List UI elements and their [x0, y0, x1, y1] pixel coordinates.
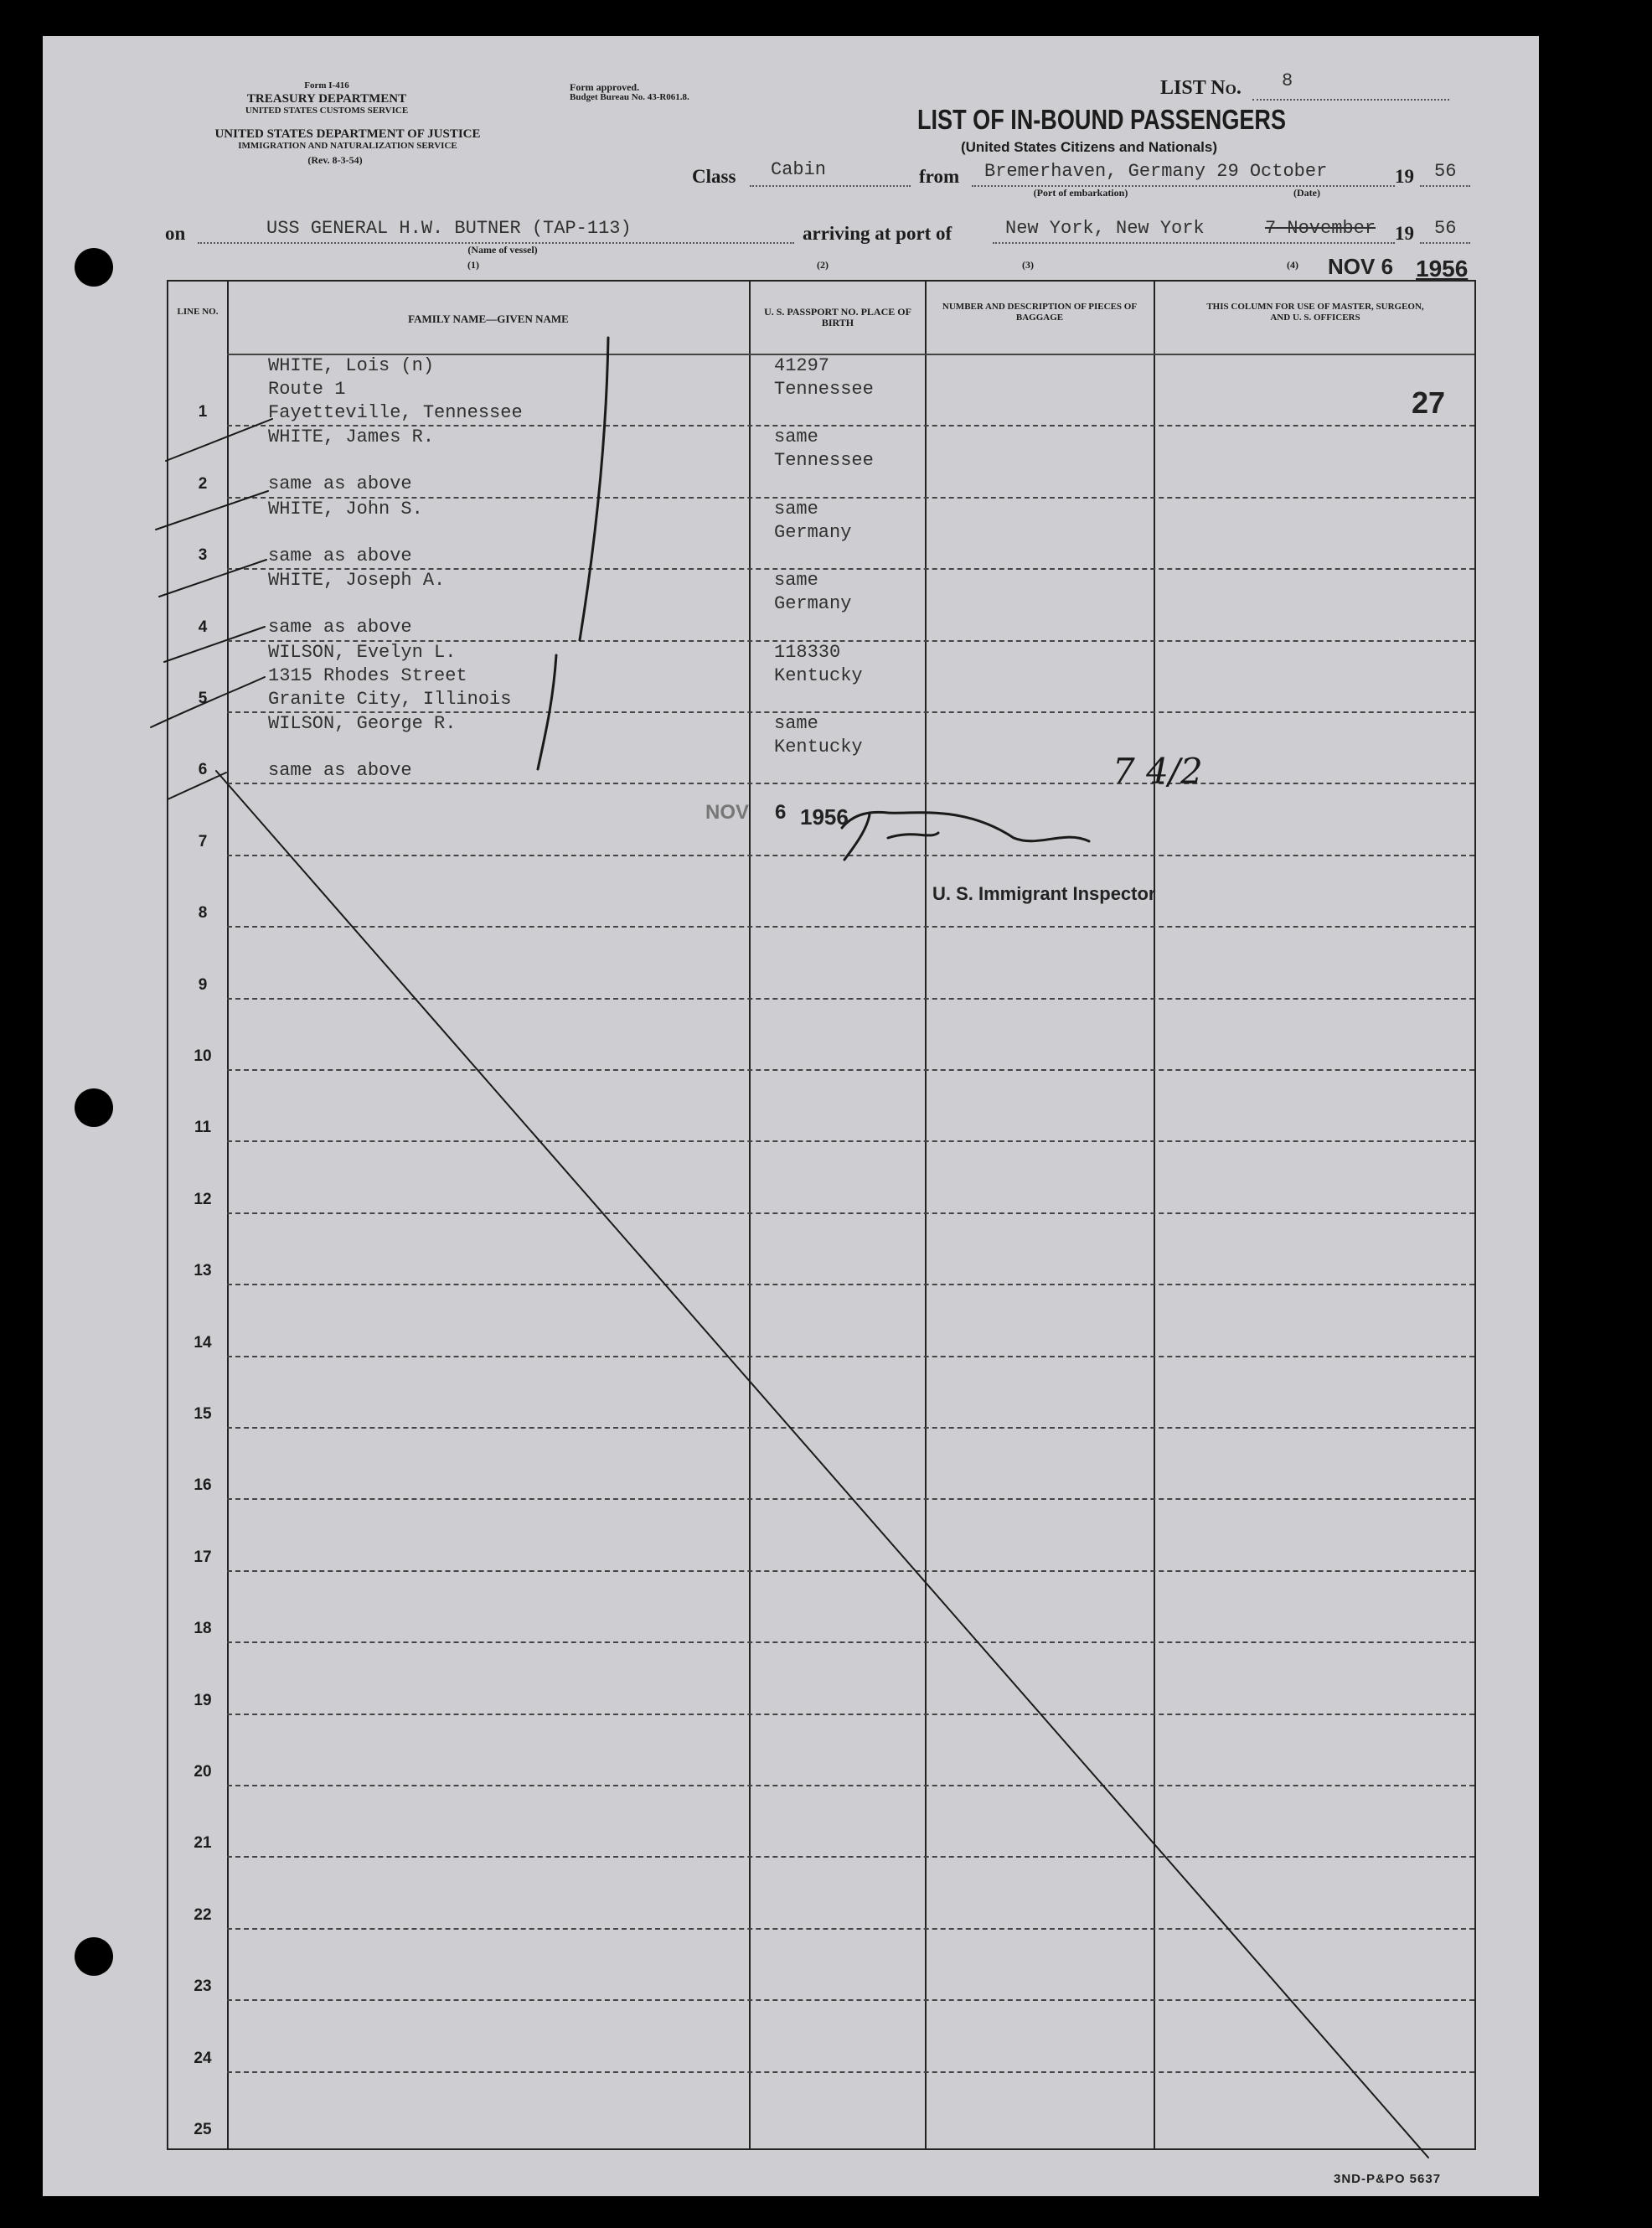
line-number: 19	[194, 1692, 212, 1709]
inspection-stamp-day: 6	[775, 801, 787, 824]
from-year: 56	[1434, 161, 1457, 182]
customs-service: UNITED STATES CUSTOMS SERVICE	[245, 106, 409, 116]
check-mark-2	[156, 491, 268, 530]
passport-number: same	[774, 426, 818, 447]
line-number: 21	[194, 1834, 212, 1852]
line-number: 12	[194, 1191, 212, 1208]
line-number: 3	[198, 546, 208, 564]
handwritten-fraction: 7 4/2	[1113, 751, 1203, 792]
port-embark-caption: (Port of embarkation)	[1033, 187, 1128, 199]
immigration-service: IMMIGRATION AND NATURALIZATION SERVICE	[238, 141, 457, 151]
arrival-port: New York, New York	[1005, 218, 1205, 239]
line-number: 8	[198, 904, 208, 922]
vessel-caption: (Name of vessel)	[467, 244, 538, 256]
class-label: Class	[692, 166, 736, 187]
line-number: 16	[194, 1476, 212, 1494]
passenger-name: WHITE, Lois (n)	[268, 355, 435, 376]
line-number: 11	[194, 1119, 212, 1136]
arriving-label: arriving at port of	[803, 223, 952, 244]
header-line-no: LINE NO.	[177, 307, 219, 317]
passport-number: same	[774, 713, 818, 734]
line-number: 4	[198, 618, 208, 636]
date-caption: (Date)	[1293, 187, 1320, 199]
caption-4: (4)	[1287, 259, 1298, 271]
form-title: LIST OF IN-BOUND PASSENGERS	[917, 104, 1287, 135]
line-number: 9	[198, 976, 208, 994]
port-of-embarkation: Bremerhaven, Germany 29 October	[984, 161, 1328, 182]
caption-2: (2)	[817, 259, 829, 271]
line-number: 17	[194, 1548, 212, 1566]
department-of-justice: UNITED STATES DEPARTMENT OF JUSTICE	[214, 127, 481, 141]
arrival-date: 7 November	[1265, 218, 1376, 239]
place-of-birth: Kentucky	[774, 737, 863, 757]
check-mark-5	[151, 677, 265, 727]
caption-1: (1)	[467, 259, 479, 271]
form-revision: (Rev. 8-3-54)	[307, 154, 363, 166]
line-number: 7	[198, 833, 208, 850]
line-number: 25	[194, 2121, 212, 2138]
passenger-address-2: same as above	[268, 545, 412, 566]
arrival-year-prefix: 19	[1395, 223, 1414, 244]
passport-number: 41297	[774, 355, 830, 376]
header-name: FAMILY NAME—GIVEN NAME	[408, 313, 569, 325]
passenger-address-2: same as above	[268, 473, 412, 494]
on-label: on	[165, 223, 186, 244]
line-number: 2	[198, 475, 208, 493]
check-mark-6	[168, 773, 226, 799]
passenger-address-1: Route 1	[268, 379, 346, 400]
form-number: Form I-416	[304, 80, 349, 90]
passenger-address-2: same as above	[268, 617, 412, 638]
line-number: 18	[194, 1620, 212, 1637]
check-mark-3	[159, 560, 266, 597]
place-of-birth: Germany	[774, 593, 852, 614]
line-number: 20	[194, 1763, 212, 1781]
line-number: 10	[194, 1047, 212, 1065]
budget-bureau: Budget Bureau No. 43-R061.8.	[570, 92, 689, 102]
place-of-birth: Tennessee	[774, 450, 874, 471]
passenger-address-2: same as above	[268, 760, 412, 781]
passenger-address-2: Fayetteville, Tennessee	[268, 402, 523, 423]
list-number-label: LIST No.	[1160, 77, 1242, 99]
passport-number: same	[774, 499, 818, 520]
inspector-title: U. S. Immigrant Inspector	[932, 883, 1156, 904]
line-number: 15	[194, 1405, 212, 1423]
line-number: 14	[194, 1334, 212, 1352]
passenger-address-2: Granite City, Illinois	[268, 689, 512, 710]
vessel-name: USS GENERAL H.W. BUTNER (TAP-113)	[266, 218, 632, 239]
line-number: 24	[194, 2050, 212, 2067]
list-number-value: 8	[1282, 70, 1293, 91]
passenger-name: WHITE, John S.	[268, 499, 423, 520]
form-approved: Form approved.	[570, 81, 640, 93]
line-number: 5	[198, 690, 208, 707]
place-of-birth: Germany	[774, 522, 852, 543]
inspection-stamp-month: NOV	[705, 801, 750, 824]
class-value: Cabin	[771, 159, 827, 180]
place-of-birth: Kentucky	[774, 665, 863, 686]
inspection-stamp-year: 1956	[800, 804, 849, 830]
line-number: 23	[194, 1977, 212, 1995]
place-of-birth: Tennessee	[774, 379, 874, 400]
passenger-address-1: 1315 Rhodes Street	[268, 665, 467, 686]
footer-code: 3ND-P&PO 5637	[1334, 2172, 1442, 2186]
line-number: 22	[194, 1906, 212, 1924]
header-date-stamp: NOV 6	[1328, 254, 1394, 279]
passenger-name: WHITE, James R.	[268, 426, 435, 447]
form-subtitle: (United States Citizens and Nationals)	[960, 139, 1218, 155]
passenger-name: WILSON, George R.	[268, 713, 457, 734]
check-mark-4	[164, 627, 265, 662]
arrival-year: 56	[1434, 218, 1457, 239]
caption-3: (3)	[1022, 259, 1034, 271]
bracket-mark-1	[580, 338, 608, 640]
header-officers: THIS COLUMN FOR USE OF MASTER, SURGEON, AND U. S. OFFICERS	[1206, 302, 1424, 323]
check-mark-1	[166, 419, 272, 461]
from-year-prefix: 19	[1395, 166, 1414, 187]
officer-note: 27	[1412, 385, 1446, 420]
treasury-department: TREASURY DEPARTMENT	[246, 92, 407, 106]
from-label: from	[919, 166, 960, 187]
header-baggage: NUMBER AND DESCRIPTION OF PIECES OF BAGGAGE	[942, 302, 1138, 323]
header-stamp-year: 1956	[1416, 256, 1469, 282]
header-passport: U. S. PASSPORT NO. PLACE OF BIRTH	[764, 306, 911, 328]
passenger-name: WILSON, Evelyn L.	[268, 642, 457, 663]
line-number: 6	[198, 761, 208, 778]
void-diagonal-line	[216, 771, 1428, 2158]
passport-number: same	[774, 570, 818, 591]
passport-number: 118330	[774, 642, 841, 663]
line-number: 13	[194, 1262, 212, 1279]
line-number: 1	[198, 403, 208, 421]
passenger-name: WHITE, Joseph A.	[268, 570, 446, 591]
bracket-mark-2	[538, 655, 556, 769]
